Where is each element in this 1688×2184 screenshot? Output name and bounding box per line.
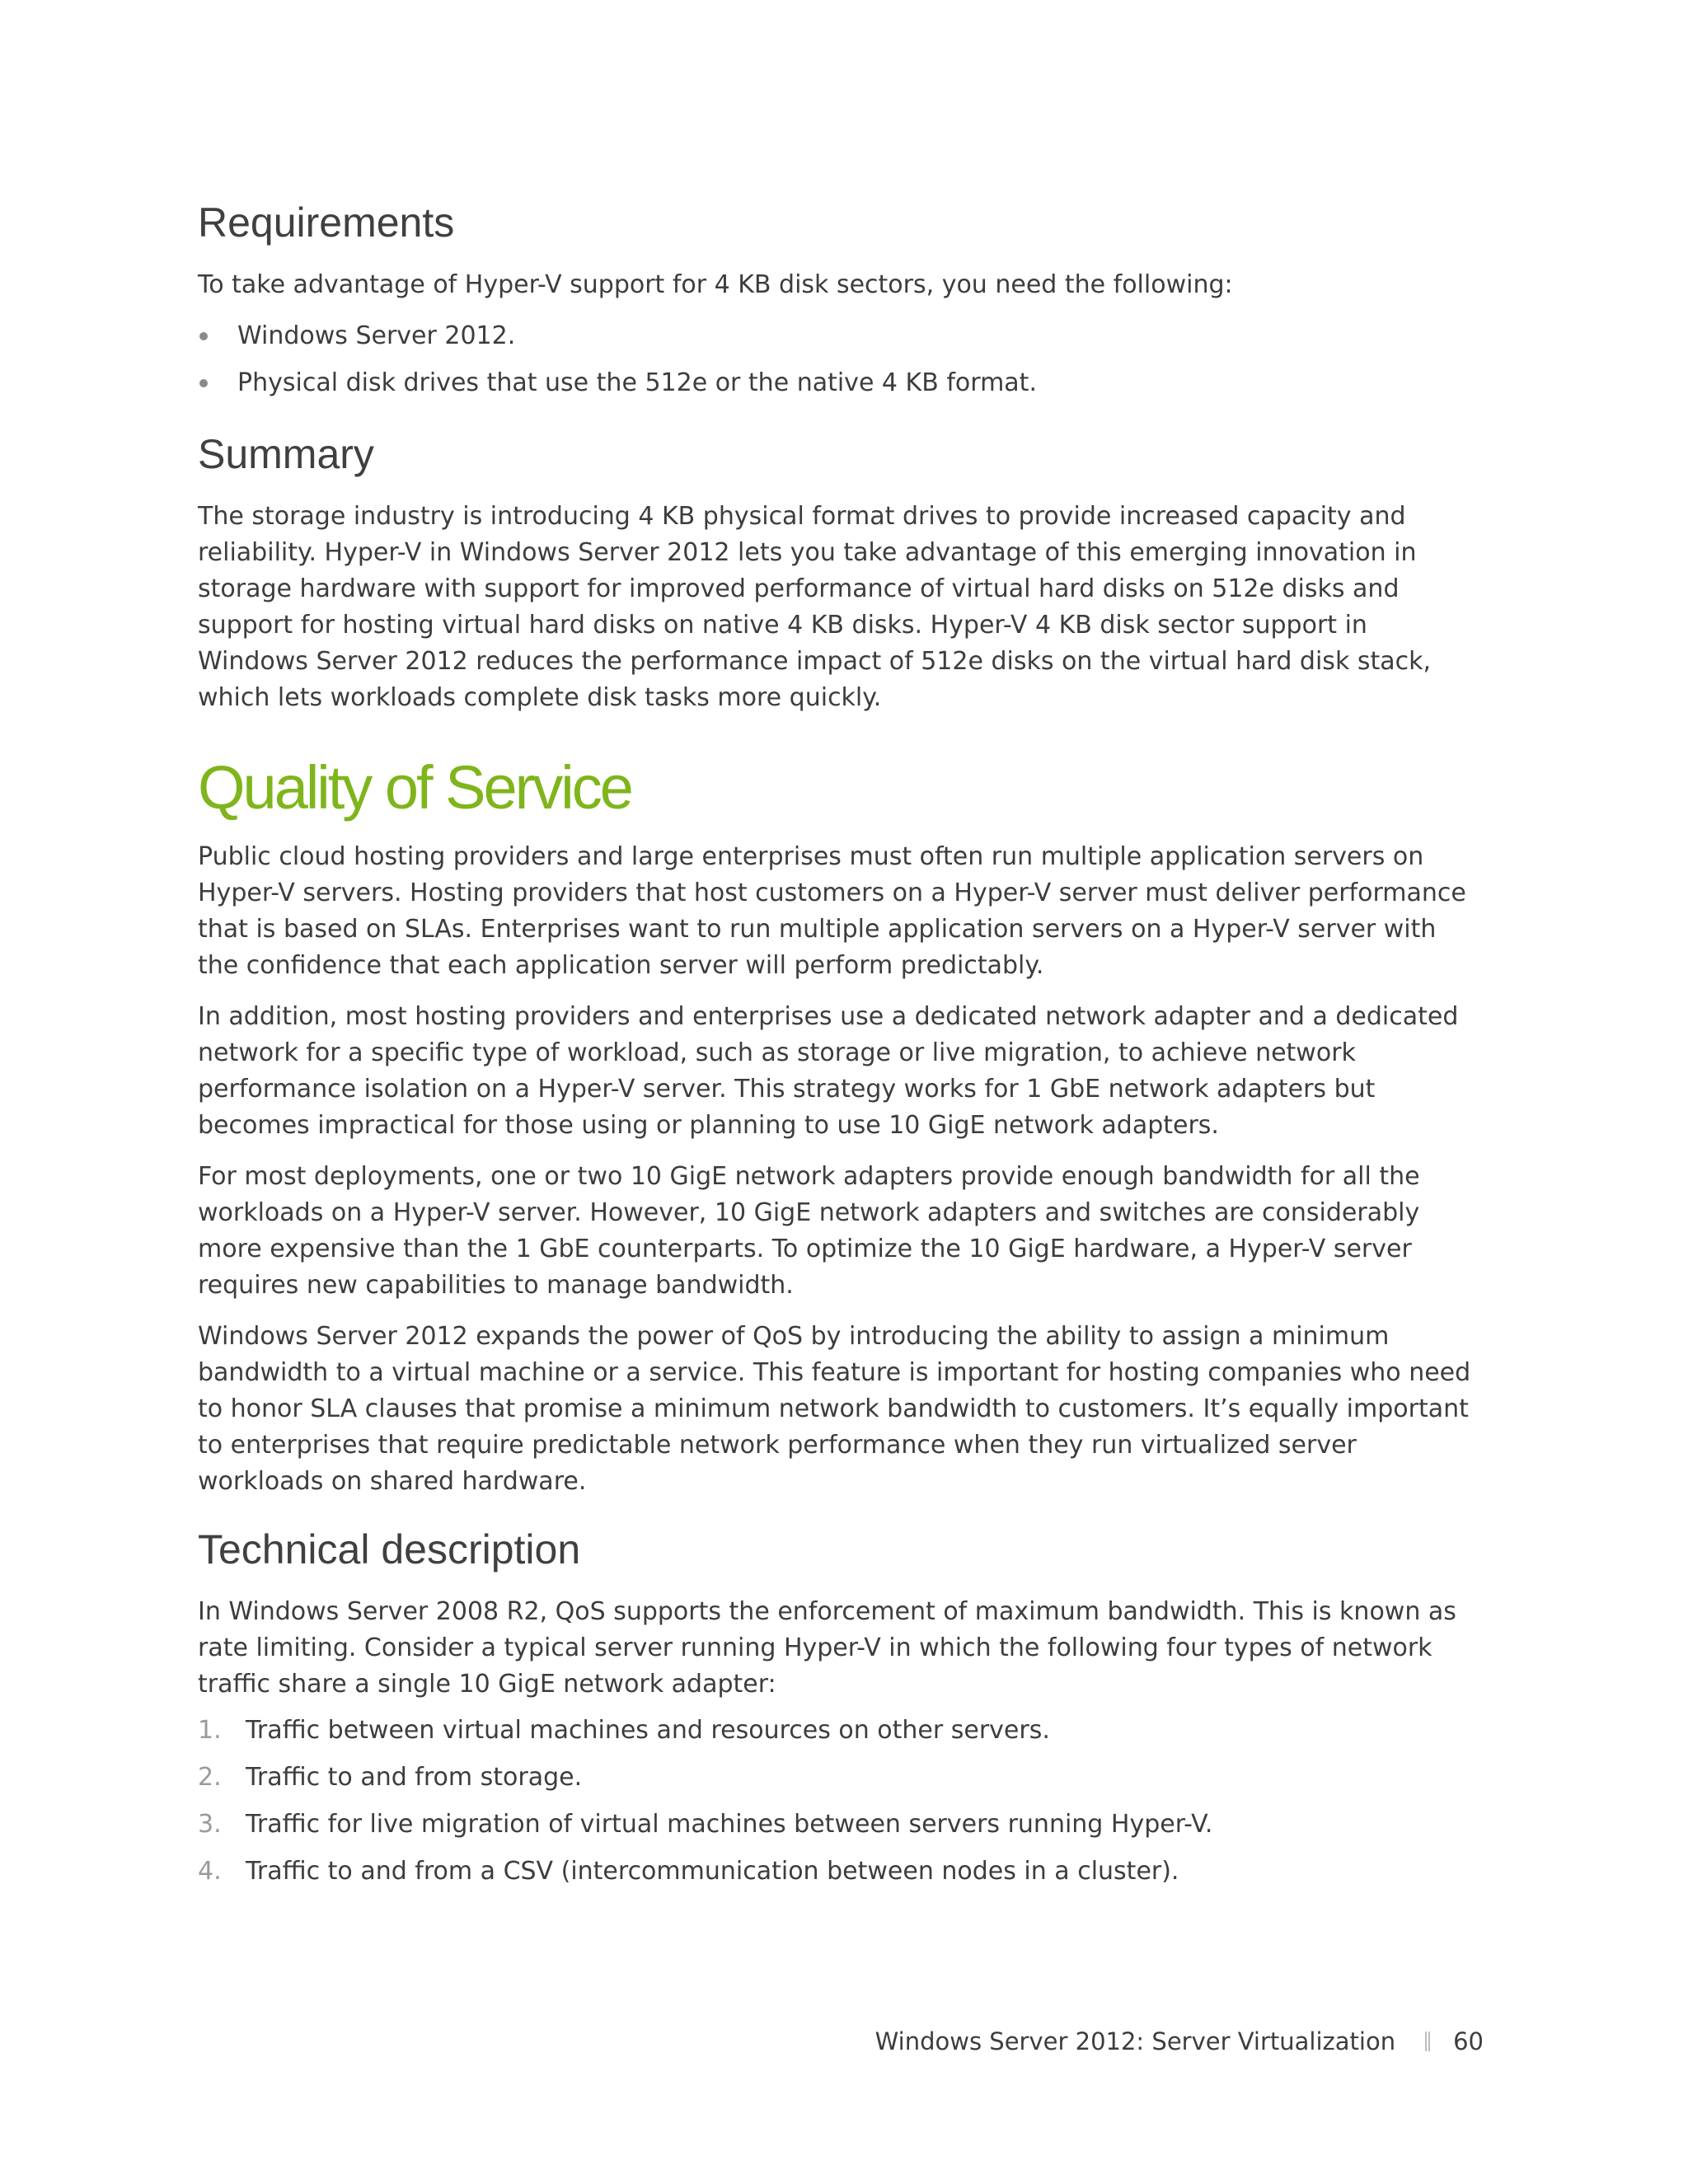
list-number: 2. [198, 1763, 222, 1793]
qos-paragraph: In addition, most hosting providers and enterprises use a dedicated network adapter and a dedicated network for a specific type of workload, such as storage or live migration, to achieve network performance isolation on a Hyper-V server. This strategy works for 1 GbE network adapters but becomes impractical for those using or planning to use 10 GigE network adapters. [198, 1002, 1459, 1141]
list-item [198, 1854, 1484, 1890]
list-number: 3. [198, 1810, 222, 1840]
requirements-intro: To take advantage of Hyper-V support for 4 KB disk sectors, you need the following: [198, 270, 1233, 299]
list-item [198, 1760, 1484, 1796]
list-item-text: Traffic between virtual machines and resources on other servers. [246, 1716, 1050, 1746]
page-footer [875, 2027, 1484, 2055]
qos-heading: Quality of Service [198, 753, 631, 822]
list-item-text: Traffic to and from storage. [246, 1763, 583, 1793]
footer-title: Windows Server 2012: Server Virtualization [874, 2027, 1396, 2055]
bullet-icon [199, 332, 208, 340]
traffic-types-list [198, 1713, 1484, 1890]
qos-paragraph: Public cloud hosting providers and large enterprises must often run multiple application servers on Hyper-V servers. Hosting providers that host customers on a Hyper-V server must deliver performance that is based on SLAs. Enterprises want to run multiple application servers on a Hyper-V server with the confidence that each application server will perform predictably. [198, 842, 1466, 981]
summary-heading: Summary [198, 431, 374, 477]
document-page [198, 198, 1484, 1900]
list-item-text: Traffic to and from a CSV (intercommunication between nodes in a cluster). [246, 1857, 1179, 1886]
list-number: 4. [198, 1857, 222, 1886]
technical-heading: Technical description [198, 1526, 581, 1573]
footer-separator [1425, 2032, 1430, 2051]
requirements-heading: Requirements [198, 199, 455, 246]
list-item [198, 365, 1484, 401]
qos-paragraph: For most deployments, one or two 10 GigE network adapters provide enough bandwidth for all the workloads on a Hyper-V server. However, 10 GigE network adapters and switches are considerably more expensive than the 1 GbE counterparts. To optimize the 10 GigE hardware, a Hyper-V server requires new capabilities to manage bandwidth. [198, 1162, 1420, 1301]
bullet-icon [199, 379, 208, 387]
list-item-text: Traffic for live migration of virtual machines between servers running Hyper-V. [246, 1810, 1213, 1840]
list-item [198, 1807, 1484, 1843]
page-number: 60 [1453, 2027, 1484, 2055]
summary-body: The storage industry is introducing 4 KB physical format drives to provide increased capacity and reliability. Hyper-V in Windows Server 2012 lets you take advantage of this emerging innovation in storage hardware with support for improved performance of virtual hard disks on 512e disks and support for hosting virtual hard disks on native 4 KB disks. Hyper-V 4 KB disk sector support in Windows Server 2012 reduces the performance impact of 512e disks on the virtual hard disk stack, which lets workloads complete disk tasks more quickly. [198, 502, 1432, 712]
list-item-text: Physical disk drives that use the 512e or the native 4 KB format. [237, 368, 1037, 397]
qos-paragraph: Windows Server 2012 expands the power of QoS by introducing the ability to assign a minimum bandwidth to a virtual machine or a service. This feature is important for hosting companies who need to honor SLA clauses that promise a minimum network bandwidth to customers. It’s equally important to enterprises that require predictable network performance when they run virtualized server workloads on shared hardware. [198, 1322, 1471, 1497]
requirements-list [198, 318, 1484, 401]
list-item [198, 318, 1484, 354]
list-item-text: Windows Server 2012. [237, 321, 516, 350]
list-number: 1. [198, 1716, 222, 1746]
list-item [198, 1713, 1484, 1749]
technical-intro: In Windows Server 2008 R2, QoS supports the enforcement of maximum bandwidth. This is known as rate limiting. Consider a typical server running Hyper-V in which the following four types of network traffic share a single 10 GigE network adapter: [198, 1597, 1456, 1699]
